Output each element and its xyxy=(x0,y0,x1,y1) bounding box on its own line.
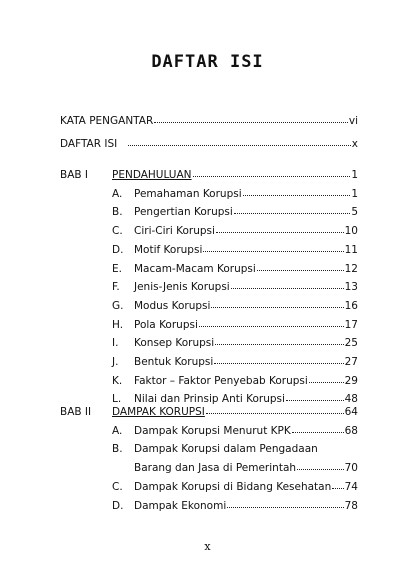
entry-label: Barang dan Jasa di Pemerintah xyxy=(134,462,297,475)
leader-dots xyxy=(234,212,351,214)
page-number-footer: x xyxy=(204,540,211,553)
entry-letter: C. xyxy=(112,225,123,238)
entry-page: 1 xyxy=(351,187,358,200)
toc-entry[interactable] xyxy=(112,373,358,389)
toc-entry[interactable] xyxy=(112,423,358,439)
chapter-number: BAB II xyxy=(60,406,92,418)
entry-page: 74 xyxy=(344,480,358,493)
entry-label: Modus Korupsi xyxy=(134,299,211,312)
entry-label: Dampak Korupsi Menurut KPK xyxy=(134,424,291,437)
toc-entry[interactable] xyxy=(112,242,358,258)
entry-label: Motif Korupsi xyxy=(134,243,203,256)
toc-entry[interactable] xyxy=(60,113,358,129)
leader-dots xyxy=(203,250,343,252)
entry-label: Dampak Korupsi dalam Pengadaan xyxy=(134,443,318,456)
entry-letter: B. xyxy=(112,443,123,456)
entry-page: 29 xyxy=(344,374,358,387)
entry-page: 11 xyxy=(344,243,358,256)
entry-label: DAFTAR ISI xyxy=(60,138,118,150)
entry-label: Pengertian Korupsi xyxy=(134,206,233,219)
leader-dots xyxy=(154,121,348,123)
chapter-heading[interactable] xyxy=(112,167,358,183)
leader-dots xyxy=(309,381,344,383)
leader-dots xyxy=(286,399,344,401)
entry-letter: E. xyxy=(112,262,122,275)
toc-entry[interactable] xyxy=(112,279,358,295)
entry-page: 17 xyxy=(344,318,358,331)
page-title: DAFTAR ISI xyxy=(151,52,264,72)
leader-dots xyxy=(199,325,344,327)
entry-letter: D. xyxy=(112,243,124,256)
leader-dots xyxy=(215,343,343,345)
leader-dots xyxy=(206,412,344,414)
entry-letter: K. xyxy=(112,374,123,387)
leader-dots xyxy=(211,306,343,308)
entry-page: 27 xyxy=(344,356,358,368)
leader-dots xyxy=(292,431,344,433)
toc-entry[interactable] xyxy=(112,317,358,333)
toc-entry[interactable] xyxy=(112,298,358,314)
entry-label: Dampak Ekonomi xyxy=(134,499,227,512)
entry-letter: B. xyxy=(112,206,123,219)
leader-dots xyxy=(214,362,343,364)
entry-label: Nilai dan Prinsip Anti Korupsi xyxy=(134,393,285,406)
entry-page: 16 xyxy=(344,299,358,312)
toc-entry[interactable] xyxy=(112,460,358,476)
toc-entry[interactable] xyxy=(112,498,358,514)
leader-dots xyxy=(227,506,343,508)
chapter-page: 1 xyxy=(351,169,358,181)
leader-dots xyxy=(257,269,344,271)
entry-letter: C. xyxy=(112,480,123,493)
entry-page: 10 xyxy=(344,225,358,238)
entry-page: x xyxy=(351,138,358,150)
chapter-title: DAMPAK KORUPSI xyxy=(112,406,205,418)
leader-dots xyxy=(243,194,351,196)
entry-label: Jenis-Jenis Korupsi xyxy=(134,281,230,294)
entry-page: 13 xyxy=(344,281,358,294)
entry-label: KATA PENGANTAR xyxy=(60,115,154,127)
toc-entry[interactable] xyxy=(112,479,358,495)
entry-label: Ciri-Ciri Korupsi xyxy=(134,225,215,238)
entry-label: Dampak Korupsi di Bidang Kesehatan xyxy=(134,480,332,493)
entry-page: 25 xyxy=(344,337,358,350)
entry-page: 5 xyxy=(351,206,358,219)
entry-letter: F. xyxy=(112,281,120,294)
entry-page: 70 xyxy=(344,462,358,475)
toc-entry[interactable] xyxy=(112,223,358,239)
leader-dots xyxy=(231,287,344,289)
entry-label: Konsep Korupsi xyxy=(134,337,215,350)
entry-letter: L. xyxy=(112,393,122,406)
toc-entry[interactable] xyxy=(112,335,358,351)
entry-page: 68 xyxy=(344,424,358,437)
toc-entry[interactable] xyxy=(60,136,358,152)
leader-dots xyxy=(332,487,343,489)
entry-label: Pemahaman Korupsi xyxy=(134,187,242,200)
chapter-number: BAB I xyxy=(60,169,89,181)
entry-letter: D. xyxy=(112,499,124,512)
leader-dots xyxy=(128,144,351,146)
entry-page: vi xyxy=(348,115,358,127)
chapter-page: 64 xyxy=(344,406,358,418)
toc-entry[interactable] xyxy=(112,261,358,277)
entry-letter: A. xyxy=(112,187,123,200)
chapter-heading[interactable] xyxy=(112,404,358,420)
chapter-title: PENDAHULUAN xyxy=(112,169,192,181)
leader-dots xyxy=(297,468,344,470)
entry-page: 78 xyxy=(344,499,358,512)
leader-dots xyxy=(216,231,344,233)
toc-entry[interactable] xyxy=(112,204,358,220)
leader-dots xyxy=(193,175,351,177)
entry-letter: I. xyxy=(112,337,119,350)
entry-letter: J. xyxy=(112,356,119,368)
entry-letter: H. xyxy=(112,318,124,331)
entry-page: 48 xyxy=(344,393,358,406)
entry-letter: A. xyxy=(112,424,123,437)
entry-label: Bentuk Korupsi xyxy=(134,356,214,368)
entry-label: Macam-Macam Korupsi xyxy=(134,262,256,275)
toc-entry[interactable] xyxy=(112,186,358,202)
entry-label: Faktor – Faktor Penyebab Korupsi xyxy=(134,374,308,387)
entry-label: Pola Korupsi xyxy=(134,318,198,331)
toc-entry[interactable] xyxy=(112,354,358,370)
entry-letter: G. xyxy=(112,299,124,312)
toc-entry[interactable] xyxy=(112,441,358,457)
entry-page: 12 xyxy=(344,262,358,275)
